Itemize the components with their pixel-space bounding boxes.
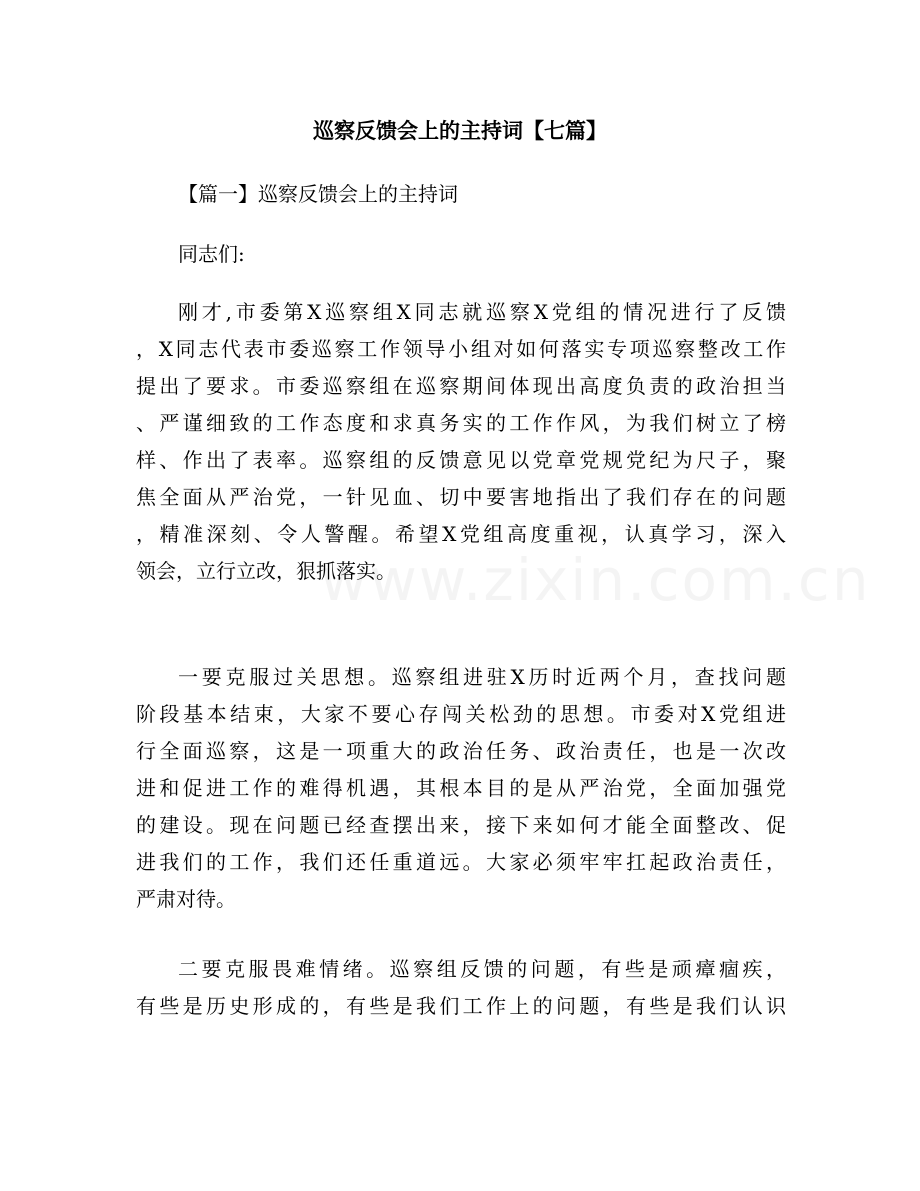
paragraph-line: 阶段基本结束，大家不要心存闯关松劲的思想。市委对X党组进: [136, 702, 786, 726]
paragraph-line: 提出了要求。市委巡察组在巡察期间体现出高度负责的政治担当: [136, 374, 786, 398]
watermark: www.zixin.com.cn: [320, 546, 871, 614]
paragraph-line: 一要克服过关思想。巡察组进驻X历时近两个月，查找问题: [178, 665, 786, 689]
section-heading: 【篇一】巡察反馈会上的主持词: [178, 182, 458, 206]
document-title: 巡察反馈会上的主持词【七篇】: [313, 119, 607, 143]
paragraph-line: 刚才,市委第X巡察组X同志就巡察X党组的情况进行了反馈: [178, 300, 786, 324]
paragraph-line: 焦全面从严治党，一针见血、切中要害地指出了我们存在的问题: [136, 485, 786, 509]
paragraph-line: 严肃对待。: [136, 887, 236, 911]
greeting: 同志们:: [178, 242, 245, 266]
paragraph-line: 进和促进工作的难得机遇，其根本目的是从严治党，全面加强党: [136, 776, 786, 800]
paragraph-line: ，X同志代表市委巡察工作领导小组对如何落实专项巡察整改工作: [136, 337, 786, 361]
paragraph-line: 领会，立行立改，狠抓落实。: [136, 559, 396, 583]
paragraph-line: 样、作出了表率。巡察组的反馈意见以党章党规党纪为尺子，聚: [136, 448, 786, 472]
paragraph-3: [136, 951, 786, 1025]
paragraph-line: 的建设。现在问题已经查摆出来，接下来如何才能全面整改、促: [136, 813, 786, 837]
paragraph-1: [136, 294, 786, 590]
paragraph-line: ，精准深刻、令人警醒。希望X党组高度重视，认真学习，深入: [136, 522, 786, 546]
paragraph-line: 进我们的工作，我们还任重道远。大家必须牢牢扛起政治责任，: [136, 850, 786, 874]
paragraph-line: 二要克服畏难情绪。巡察组反馈的问题，有些是顽瘴痼疾，: [178, 957, 786, 981]
paragraph-line: 行全面巡察，这是一项重大的政治任务、政治责任，也是一次改: [136, 739, 786, 763]
paragraph-line: 、严谨细致的工作态度和求真务实的工作作风，为我们树立了榜: [136, 411, 786, 435]
paragraph-line: 有些是历史形成的，有些是我们工作上的问题，有些是我们认识: [136, 994, 786, 1018]
paragraph-2: [136, 659, 786, 918]
